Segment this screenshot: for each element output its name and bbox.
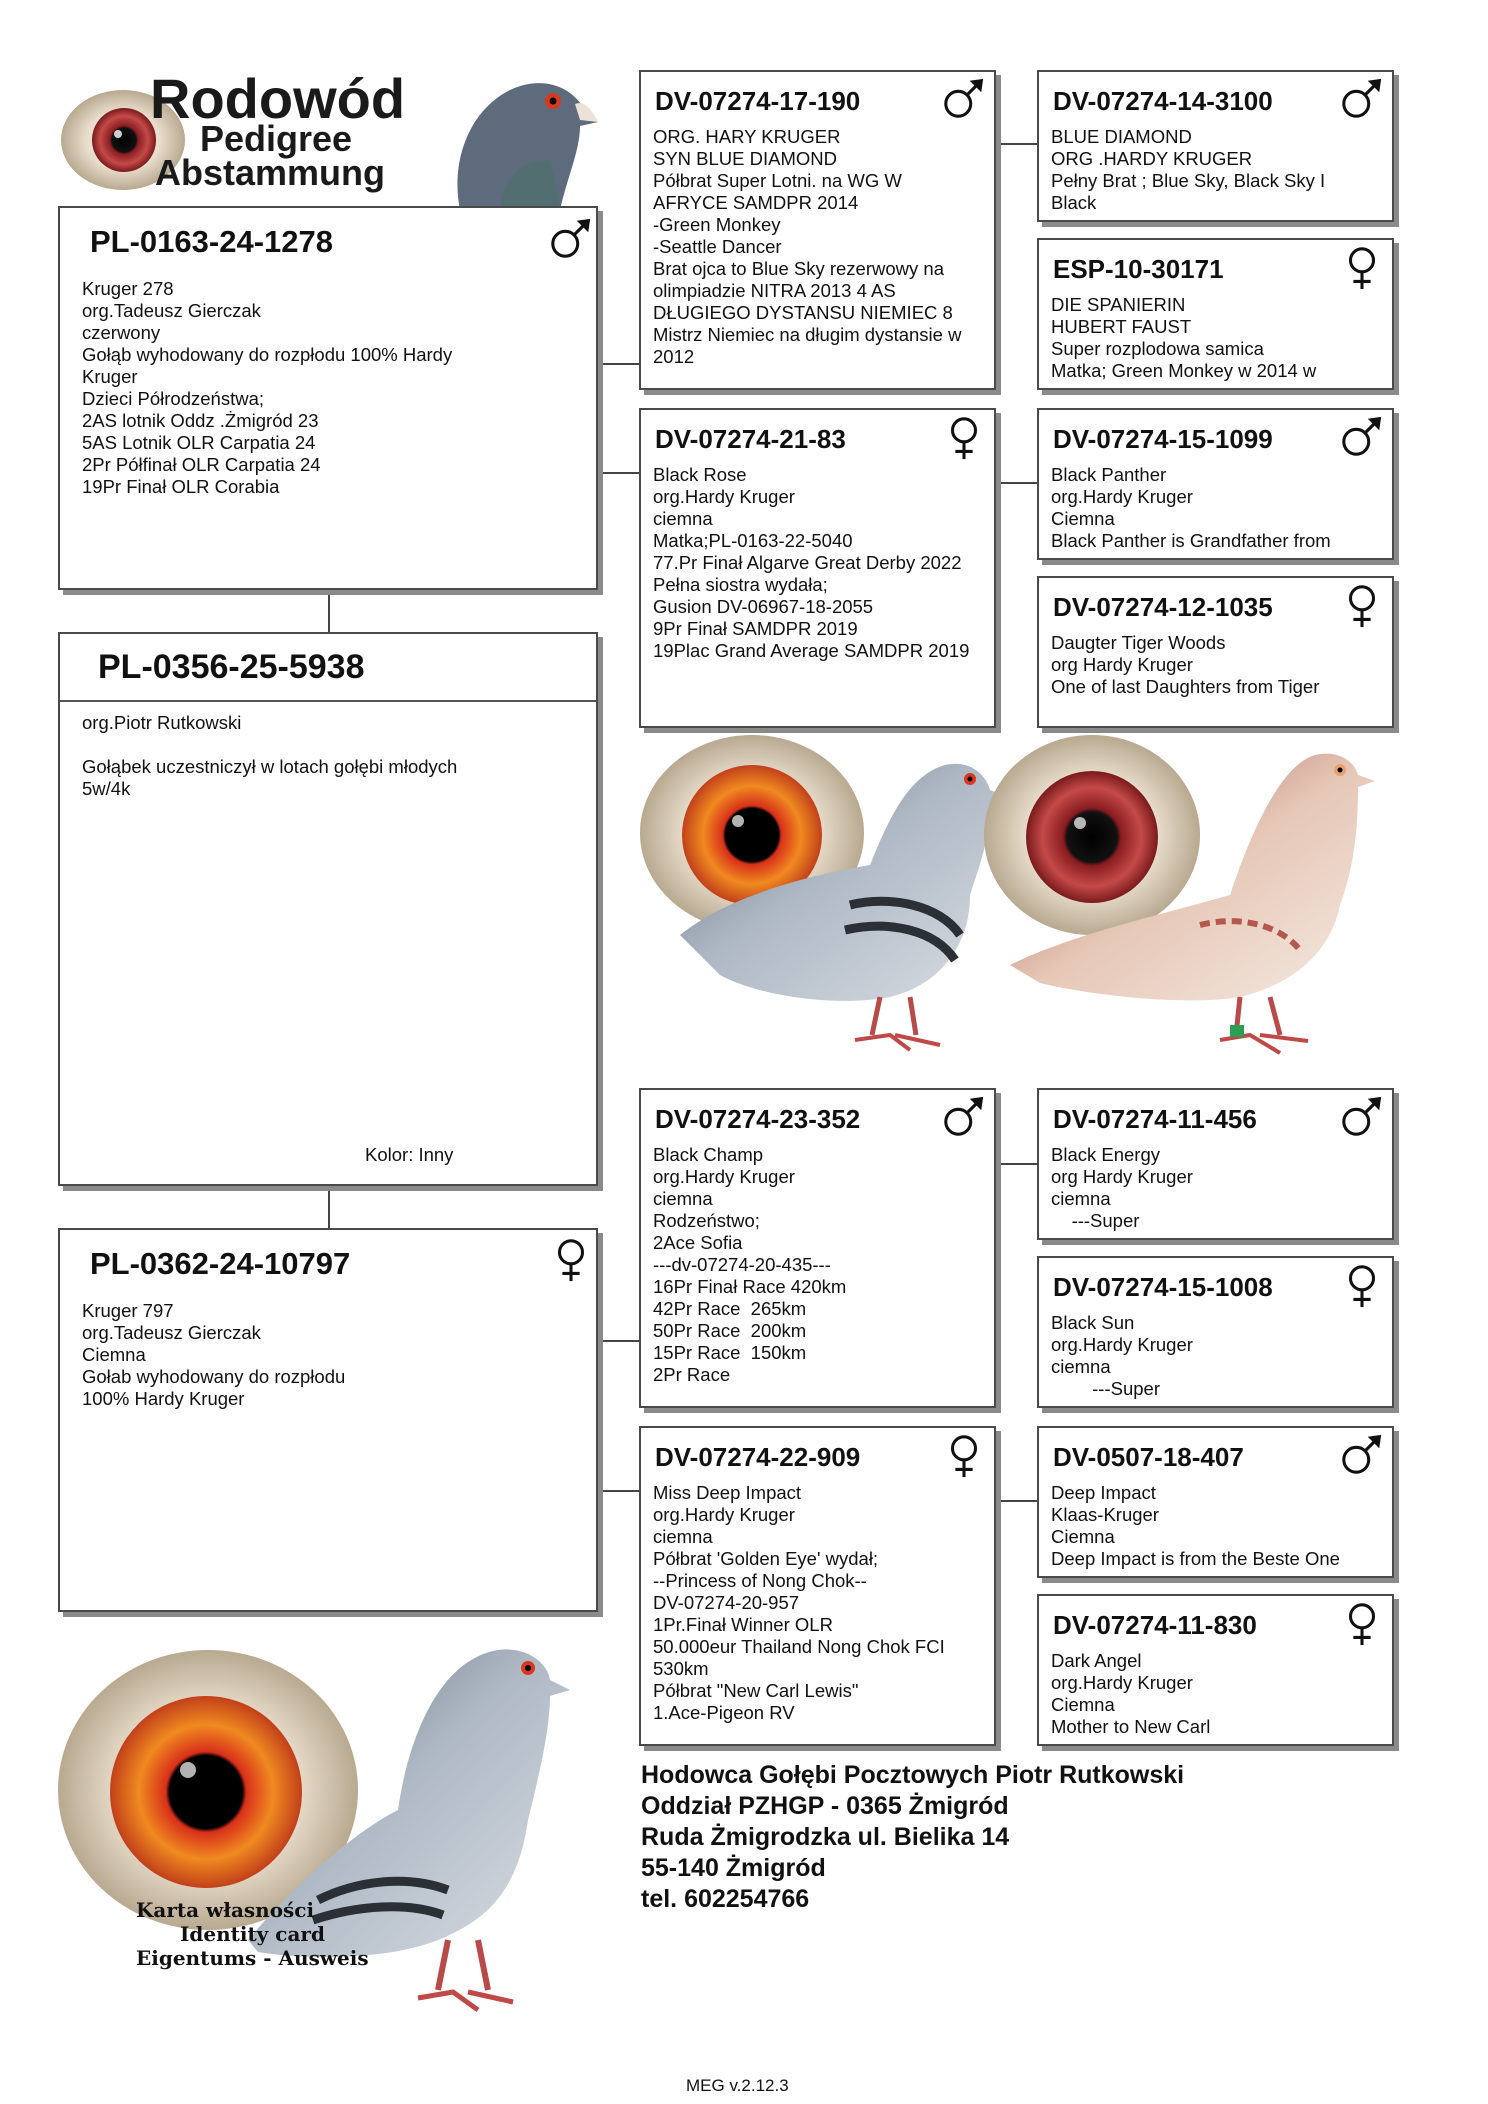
ring-number: DV-07274-21-83 [655, 424, 846, 454]
connector-line [328, 590, 330, 632]
idcard-line-2: Identity card [180, 1922, 325, 1946]
bird-card[interactable] [58, 632, 598, 1186]
card-text: DIE SPANIERIN HUBERT FAUST Super rozplodowa samica Matka; Green Monkey w 2014 w [1051, 294, 1317, 381]
male-icon [941, 1092, 987, 1140]
male-icon [1339, 1430, 1385, 1478]
mm-card[interactable] [639, 1426, 996, 1746]
ring-number: DV-07274-23-352 [655, 1104, 861, 1134]
ffm-card[interactable] [1037, 238, 1394, 390]
title-de: Abstammung [155, 152, 386, 193]
idcard-line-1: Karta własności [136, 1898, 315, 1922]
ring-number: PL-0356-25-5938 [98, 648, 365, 686]
card-text: Black Sun org.Hardy Kruger ciemna ---Super [1051, 1312, 1193, 1399]
ring-number: DV-07274-22-909 [655, 1442, 861, 1472]
card-text: Black Energy org Hardy Kruger ciemna ---Super [1051, 1144, 1193, 1231]
connector-line [328, 1186, 330, 1228]
ring-number: DV-07274-11-830 [1053, 1610, 1257, 1640]
ff-card[interactable] [639, 70, 996, 390]
male-icon [548, 214, 594, 262]
breeder-line-3: Ruda Żmigrodzka ul. Bielika 14 [641, 1823, 1010, 1851]
ring-number: DV-07274-11-456 [1053, 1104, 1257, 1134]
breeder-line-1: Hodowca Gołębi Pocztowych Piotr Rutkowski [641, 1761, 1185, 1789]
ring-number: DV-0507-18-407 [1053, 1442, 1244, 1472]
version-label: MEG v.2.12.3 [686, 2076, 789, 2095]
female-icon [1339, 582, 1385, 630]
breeder-line-2: Oddział PZHGP - 0365 Żmigród [641, 1792, 1009, 1820]
male-icon [1339, 412, 1385, 460]
ring-number: DV-07274-17-190 [655, 86, 861, 116]
connector-line [598, 1490, 639, 1492]
idcard-line-3: Eigentums - Ausweis [136, 1946, 369, 1970]
mmf-card[interactable] [1037, 1426, 1394, 1578]
pigeon-head-icon [440, 70, 600, 210]
title-pl: Rodowód [150, 67, 406, 130]
female-icon [1339, 1262, 1385, 1310]
mother-card[interactable] [58, 1228, 598, 1612]
card-text: Black Champ org.Hardy Kruger ciemna Rodzeństwo; 2Ace Sofia ---dv-07274-20-435--- 16Pr Finał Race 420km 42Pr Race 265km 50Pr Race 200km 15Pr Race 150km 2Pr Race [653, 1144, 847, 1385]
connector-line [598, 363, 639, 365]
female-icon [548, 1236, 594, 1284]
ring-number: ESP-10-30171 [1053, 254, 1224, 284]
female-icon [941, 1432, 987, 1480]
fmf-card[interactable] [1037, 408, 1394, 560]
fmm-card[interactable] [1037, 576, 1394, 728]
connector-line [996, 143, 1037, 145]
ring-number: DV-07274-15-1008 [1053, 1272, 1273, 1302]
card-text: Miss Deep Impact org.Hardy Kruger ciemna Półbrat 'Golden Eye' wydał; --Princess of Nong Chok-- DV-07274-20-957 1Pr.Finał Winner OLR 50.000eur Thailand Nong Chok FCI 530km Półbrat "New Carl Lewis" 1.Ace-Pigeon RV [653, 1482, 945, 1723]
ring-number: DV-07274-14-3100 [1053, 86, 1273, 116]
card-text: BLUE DIAMOND ORG .HARDY KRUGER Pełny Brat ; Blue Sky, Black Sky I Black [1051, 126, 1326, 213]
female-icon [1339, 244, 1385, 292]
card-text: Kruger 797 org.Tadeusz Gierczak Ciemna Gołab wyhodowany do rozpłodu 100% Hardy Kruger [82, 1300, 346, 1409]
divider [60, 700, 596, 702]
title-en: Pedigree [200, 118, 353, 159]
female-icon [941, 414, 987, 462]
ring-number: PL-0163-24-1278 [90, 224, 333, 259]
male-icon [941, 74, 987, 122]
mff-card[interactable] [1037, 1088, 1394, 1240]
card-text: Dark Angel org.Hardy Kruger Ciemna Mother to New Carl [1051, 1650, 1211, 1737]
connector-line [598, 472, 639, 474]
card-text: org.Piotr Rutkowski Gołąbek uczestniczył w lotach gołębi młodych 5w/4k [82, 712, 458, 799]
father-card[interactable] [58, 206, 598, 590]
male-icon [1339, 1092, 1385, 1140]
male-icon [1339, 74, 1385, 122]
connector-line [598, 1340, 639, 1342]
card-text: Black Panther org.Hardy Kruger Ciemna Black Panther is Grandfather from [1051, 464, 1331, 551]
ring-number: PL-0362-24-10797 [90, 1246, 351, 1281]
connector-line [996, 1163, 1037, 1165]
female-icon [1339, 1600, 1385, 1648]
color-label: Kolor: Inny [365, 1144, 454, 1165]
card-text: ORG. HARY KRUGER SYN BLUE DIAMOND Półbrat Super Lotni. na WG W AFRYCE SAMDPR 2014 -Green Monkey -Seattle Dancer Brat ojca to Blue Sky rezerwowy na olimpiadzie NITRA 2013 4 AS DŁUGIEGO DYSTANSU NIEMIEC 8 Mistrz Niemiec na długim dystansie w 2012 [653, 126, 962, 367]
mf-card[interactable] [639, 1088, 996, 1408]
card-text: Kruger 278 org.Tadeusz Gierczak czerwony Gołąb wyhodowany do rozpłodu 100% Hardy Kruger Dzieci Półrodzeństwa; 2AS lotnik Oddz .Żmigród 23 5AS Lotnik OLR Carpatia 24 2Pr Półfinał OLR Carpatia 24 19Pr Finał OLR Corabia [82, 278, 453, 497]
eye-red-icon [984, 735, 1200, 935]
card-text: Deep Impact Klaas-Kruger Ciemna Deep Impact is from the Beste One [1051, 1482, 1340, 1569]
connector-line [996, 482, 1037, 484]
breeder-line-5: tel. 602254766 [641, 1885, 810, 1913]
mfm-card[interactable] [1037, 1256, 1394, 1408]
card-text: Daugter Tiger Woods org Hardy Kruger One of last Daughters from Tiger [1051, 632, 1320, 697]
fm-card[interactable] [639, 408, 996, 728]
breeder-line-4: 55-140 Żmigród [641, 1854, 826, 1882]
mmm-card[interactable] [1037, 1594, 1394, 1746]
connector-line [996, 1500, 1037, 1502]
card-text: Black Rose org.Hardy Kruger ciemna Matka;PL-0163-22-5040 77.Pr Finał Algarve Great Derby 2022 Pełna siostra wydała; Gusion DV-06967-18-2055 9Pr Finał SAMDPR 2019 19Plac Grand Average SAMDPR 2019 [653, 464, 970, 661]
ring-number: DV-07274-15-1099 [1053, 424, 1273, 454]
ring-number: DV-07274-12-1035 [1053, 592, 1273, 622]
parents-photo [640, 735, 1400, 1080]
fff-card[interactable] [1037, 70, 1394, 222]
